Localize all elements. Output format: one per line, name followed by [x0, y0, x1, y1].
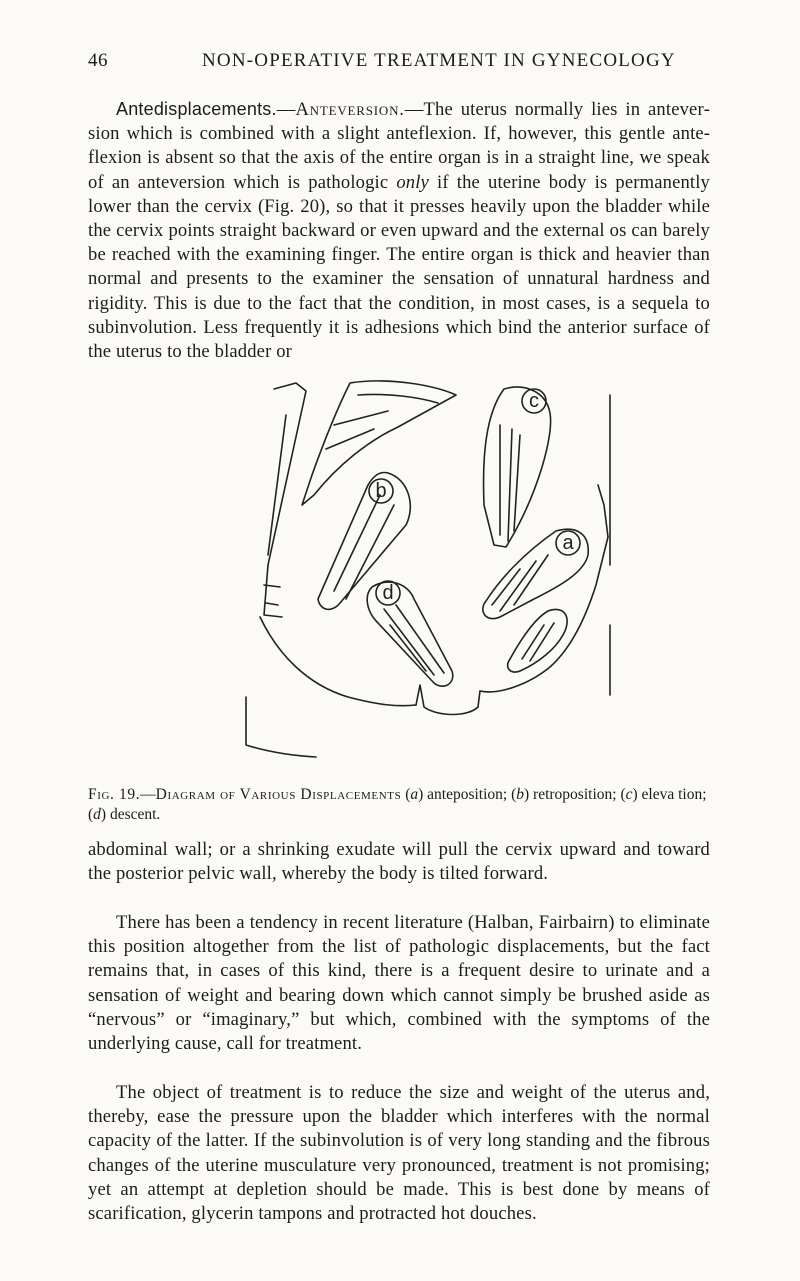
caption-key-d: d	[93, 806, 101, 823]
figure-title: Diagram of Various Displacements	[155, 786, 402, 803]
uterus-small-outline	[508, 609, 568, 672]
diagram-svg	[238, 355, 618, 775]
label-d: d	[382, 582, 394, 604]
page-number: 46	[88, 50, 108, 71]
perineum-outline	[416, 685, 480, 715]
symphysis-line	[598, 485, 608, 537]
caption-text: ) anteposition; (	[418, 786, 517, 803]
sacrum-inner-line	[268, 415, 286, 555]
paragraph-literature: There has been a tendency in recent literature (Halban, Fairbairn) to eliminate this position altogether from the list of pathologic displacements, but the fact remains that, in cases of this kind, there is a frequent desire to urinate and a sensation of weight and bearing down which cannot simply be brushed aside as “nervous” or “imaginary,” but which, combined with the symptoms of the underlying cause, call for treatment.	[88, 912, 710, 1055]
subsection-head: Anteversion.	[295, 99, 405, 120]
figure-caption	[88, 785, 710, 825]
dash: —	[404, 99, 424, 120]
caption-text: ) descent.	[100, 806, 161, 823]
caption-key-c: c	[625, 786, 633, 803]
coccyx-outline	[264, 565, 282, 617]
displacement-diagram	[238, 355, 618, 775]
label-b: b	[375, 480, 387, 502]
label-c: c	[529, 390, 539, 412]
section-run-head: Antedisplacements.	[116, 99, 277, 119]
paragraph-continuation: abdominal wall; or a shrinking exudate will pull the cervix upward and toward the posterior pelvic wall, whereby the body is tilted forward.	[88, 839, 710, 885]
outer-bracket-line	[246, 697, 316, 757]
pelvic-floor-curve	[260, 617, 416, 706]
dash: —	[276, 99, 296, 120]
paragraph-antedisplacements	[88, 97, 710, 364]
paragraph-text: if the uterine body is permanently lower than the cervix (Fig. 20), so that it presses heavily upon the bladder while the cervix points straight backward or even upward and the external os can barely be reached with the examining finger. The entire organ is thick and heavier than normal and presents to the examiner the sensation of unnatural hardness and rigidity. This is due to the fact that the condition, in most cases, is a sequela to subinvolution. Less frequently it is adhesions which bind the anterior surface of the uterus to the bladder or	[88, 171, 710, 363]
caption-key-a: a	[410, 786, 419, 803]
uterus-c-hatch	[500, 425, 520, 541]
figure-label: Fig. 19.	[88, 786, 141, 803]
uterus-small-hatch	[522, 623, 554, 661]
label-a: a	[562, 532, 574, 554]
uterus-d-outline	[367, 582, 453, 686]
caption-key-b: b	[516, 786, 525, 803]
paragraph-treatment: The object of treatment is to reduce the size and weight of the uterus and, thereby, ease the pressure upon the bladder which interferes with the normal capacity of the latter. If the subinvolution is of very long standing and the fibrous changes of the uterine musculature very pronounced, treatment is not promising; yet an attempt at depletion should be made. This is best done by means of scarification, glycerin tampons and protracted hot douches.	[88, 1082, 710, 1225]
caption-text: ) eleva tion; (	[88, 786, 707, 823]
page-header	[0, 50, 800, 82]
uterus-a-hatch	[492, 555, 548, 611]
running-title: NON-OPERATIVE TREATMENT IN GYNECOLOGY	[202, 50, 676, 71]
caption-text: (	[401, 786, 411, 803]
sacrum-outline	[268, 383, 306, 565]
paragraph-text: The uterus normally lies in anteversion which is combined with a slight anteflexion. If, however, this gentle anteflexion is absent so that the axis of the entire organ is in a straight line, we speak of an anteversion which is pathologic	[88, 99, 710, 193]
uterus-inner-top	[358, 394, 438, 403]
emphasis-only: only	[396, 171, 429, 193]
uterus-b-outline	[318, 473, 410, 610]
caption-text: ) retroposition; (	[524, 786, 626, 803]
caption-dash: —	[140, 786, 156, 803]
